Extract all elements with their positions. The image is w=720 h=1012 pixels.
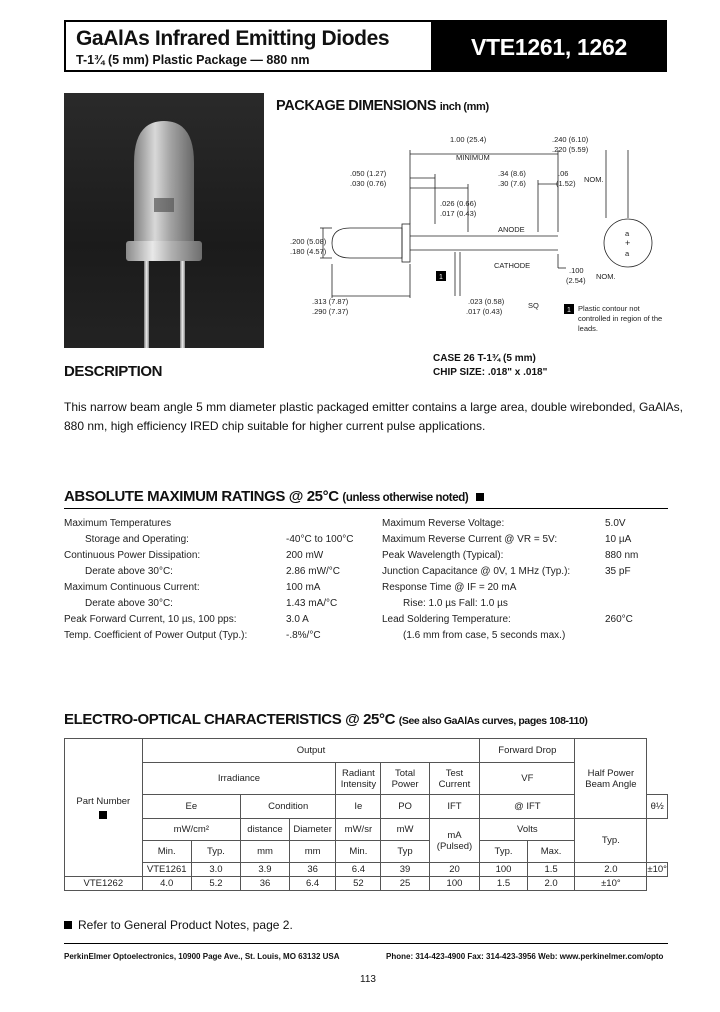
dim-023: .023 (0.58) [468,297,505,306]
eo-row-ee-min: 3.0 [191,863,240,877]
eo-title: ELECTRO-OPTICAL CHARACTERISTICS @ 25°C [64,711,396,728]
eo-row-diam: 6.4 [336,863,381,877]
eo-unit-ma-pulsed: mA (Pulsed) [429,819,480,863]
page-title: GaAlAs Infrared Emitting Diodes [76,27,390,50]
plastic-contour-note-wrap [578,304,668,344]
header-right [431,22,667,70]
eo-output-header: Output [142,739,480,763]
rating-right-value-3: 35 pF [605,566,631,577]
dim-290: .290 (7.37) [312,307,349,316]
rating-right-label-6: Lead Soldering Temperature: [382,614,511,625]
led-photo-graphic [64,93,264,348]
end-view-a-top: a [625,229,630,238]
dim-34: .34 (8.6) [498,169,526,178]
eo-ee-typ-header: Typ. [191,841,240,863]
package-title: PACKAGE DIMENSIONS [276,98,437,114]
flag-marker-1-label: 1 [439,274,443,281]
eo-dist-unit: mm [241,841,290,863]
ratings-square-icon [476,493,484,501]
rating-right-label-2: Peak Wavelength (Typical): [382,550,504,561]
dim-180: .180 (4.57) [290,247,327,256]
eo-diameter-header: Diameter [289,819,335,841]
eo-row-angle: ±10° [575,877,647,891]
eo-row-vf-typ: 1.5 [480,877,527,891]
eo-row-ift: 100 [480,863,527,877]
eo-row-ee-typ: 5.2 [191,877,240,891]
eo-angle-typ: Typ. [575,819,647,863]
eo-row-part: VTE1261 [142,863,191,877]
eo-row-ee-typ: 3.9 [241,863,290,877]
eo-unit-mw: mW [381,819,429,841]
rating-left-value-3: 2.86 mW/°C [286,566,341,577]
eo-ift-symbol: IFT [429,795,480,819]
dim-06mm: (1.52) [556,179,576,188]
table-row [65,863,668,877]
table-row [65,877,668,891]
ratings-title: ABSOLUTE MAXIMUM RATINGS @ 25°C [64,488,339,505]
dim-30: .30 (7.6) [498,179,526,188]
rating-right-label-3: Junction Capacitance @ 0V, 1 MHz (Typ.): [382,566,571,577]
rating-left-value-5: 1.43 mA/°C [286,598,338,609]
rating-left-label-7: Temp. Coefficient of Power Output (Typ.): [64,630,248,641]
eo-row-angle: ±10° [647,864,667,875]
rating-right-label-1: Maximum Reverse Current @ VR = 5V: [382,534,558,545]
dim-017: .017 (0.43) [440,209,477,218]
rating-left-label-2: Continuous Power Dissipation: [64,550,201,561]
package-units: inch (mm) [439,101,489,113]
end-view-plus: + [625,238,631,248]
eo-row-dist: 36 [289,863,335,877]
eo-ee-min-header: Min. [142,841,191,863]
description-heading: DESCRIPTION [64,363,163,380]
dim-lead-min: 1.00 (25.4) [450,135,487,144]
rating-left-label-6: Peak Forward Current, 10 µs, 100 pps: [64,614,237,625]
flag-marker-2-label: 1 [567,307,571,314]
eo-ie-symbol: Ie [336,795,381,819]
dim-313: .313 (7.87) [312,297,349,306]
eo-vf-header: VF [480,763,575,795]
header-box [64,20,667,72]
ratings-heading [64,488,484,505]
eo-header-row-4 [65,819,668,841]
rating-right-label-4: Response Time @ IF = 20 mA [382,582,517,593]
rating-left-label-4: Maximum Continuous Current: [64,582,200,593]
rating-right-value-6: 260°C [605,614,633,625]
rating-right-label-7: (1.6 mm from case, 5 seconds max.) [403,630,566,641]
eo-row-vf-max: 2.0 [575,863,647,877]
eo-unit-mwcm2: mW/cm² [142,819,240,841]
rating-left-value-1: -40°C to 100°C [286,534,354,545]
dim-240: .240 (6.10) [552,135,589,144]
eo-condition-header: Condition [241,795,336,819]
eo-vf-max-header: Max. [527,841,575,863]
dim-200: .200 (5.08) [290,237,327,246]
label-cathode: CATHODE [494,261,531,270]
end-view-a-bottom: a [625,249,630,258]
eo-diam-unit: mm [289,841,335,863]
eo-row-ie-min: 52 [336,877,381,891]
eo-irradiance-header: Irradiance [142,763,336,795]
eo-row-diam: 6.4 [289,877,335,891]
rating-left-value-2: 200 mW [286,550,324,561]
rating-left-label-0: Maximum Temperatures [64,518,172,529]
description-text: This narrow beam angle 5 mm diameter plastic packaged emitter contains a large area, double wirebonded, GaAlAs, 880 nm, high efficiency IRED chip suitable for higher current pulse applications. [64,400,683,433]
rating-left-value-6: 3.0 A [286,614,309,625]
rating-left-value-4: 100 mA [286,582,321,593]
rating-left-value-7: -.8%/°C [286,630,321,641]
dim-lead-min-label: MINIMUM [456,153,490,162]
eo-theta-symbol: θ½ [647,795,668,819]
dim-017b: .017 (0.43) [466,307,503,316]
eo-half-power-header: Half Power Beam Angle [575,739,647,819]
led-photo [64,93,264,348]
refer-note [64,918,293,932]
eo-forward-drop-header: Forward Drop [480,739,575,763]
eo-radiant-intensity-header: Radiant Intensity [336,763,381,795]
eo-distance-header: distance [241,819,290,841]
eo-row-part: VTE1262 [65,877,143,891]
page-subtitle: T-1¾ (5 mm) Plastic Package — 880 nm [76,53,310,67]
dim-06: .06 [558,169,569,178]
eo-part-square-icon [99,811,107,819]
eo-ie-min-header: Min. [336,841,381,863]
eo-ee-symbol: Ee [142,795,240,819]
eo-row-po-typ: 20 [429,863,480,877]
chip-size-line: CHIP SIZE: .018" x .018" [433,367,548,378]
rating-right-label-0: Maximum Reverse Voltage: [382,518,505,529]
eo-header-row-1 [65,739,668,763]
eo-vf-typ-header: Typ. [480,841,527,863]
refer-text: Refer to General Product Notes, page 2. [78,918,293,932]
dim-026: .026 (0.66) [440,199,477,208]
package-dimension-drawing [290,128,670,350]
ratings-note: (unless otherwise noted) [342,492,469,504]
page-number: 113 [360,974,376,985]
eo-row-ie-min: 39 [381,863,429,877]
eo-row-dist: 36 [241,877,290,891]
rating-left-label-5: Derate above 30°C: [85,598,173,609]
eo-po-symbol: PO [381,795,429,819]
dim-nom-1: NOM. [584,175,604,184]
rating-left-label-3: Derate above 30°C: [85,566,173,577]
dim-nom-2: NOM. [596,272,616,281]
case-info [433,352,547,380]
eo-at-ift: @ IFT [480,795,575,819]
plastic-contour-note: Plastic contour not controlled in region of the leads. [578,304,663,333]
case-line: CASE 26 T-1¾ (5 mm) [433,353,536,364]
eo-unit-volts: Volts [480,819,575,841]
rating-right-label-5: Rise: 1.0 µs Fall: 1.0 µs [403,598,508,609]
eo-table [64,738,668,891]
rating-right-value-2: 880 nm [605,550,639,561]
part-numbers: VTE1261, 1262 [471,34,627,60]
eo-row-vf-max: 2.0 [527,877,575,891]
footer-address: PerkinElmer Optoelectronics, 10900 Page Ave., St. Louis, MO 63132 USA [64,952,340,961]
rating-right-value-1: 10 µA [605,534,632,545]
label-anode: ANODE [498,225,525,234]
eo-part-number-label: Part Number [76,796,131,807]
dim-220: .220 (5.59) [552,145,589,154]
eo-row-ee-min: 4.0 [142,877,191,891]
eo-unit-mwsr: mW/sr [336,819,381,841]
ratings-divider [64,508,668,509]
eo-part-number-header [65,739,143,877]
package-dimensions-heading [276,98,489,114]
dim-sq: SQ [528,301,539,310]
header-left [66,22,431,70]
dim-050: .050 (1.27) [350,169,387,178]
eo-po-typ-header: Typ [381,841,429,863]
eo-row-vf-typ: 1.5 [527,863,575,877]
eo-heading [64,711,587,728]
eo-total-power-header: Total Power [381,763,429,795]
dim-100mm: (2.54) [566,276,586,285]
footer-contact: Phone: 314-423-4900 Fax: 314-423-3956 Web: www.perkinelmer.com/opto [386,952,664,961]
eo-row-po-typ: 25 [381,877,429,891]
rating-left-label-1: Storage and Operating: [85,534,189,545]
eo-row-ift: 100 [429,877,480,891]
eo-note: (See also GaAlAs curves, pages 108-110) [398,715,588,727]
dim-100: .100 [569,266,584,275]
rating-right-value-0: 5.0V [605,518,626,529]
eo-test-current-header: Test Current [429,763,480,795]
footer-divider [64,943,668,944]
refer-square-icon [64,921,72,929]
dim-030: .030 (0.76) [350,179,387,188]
